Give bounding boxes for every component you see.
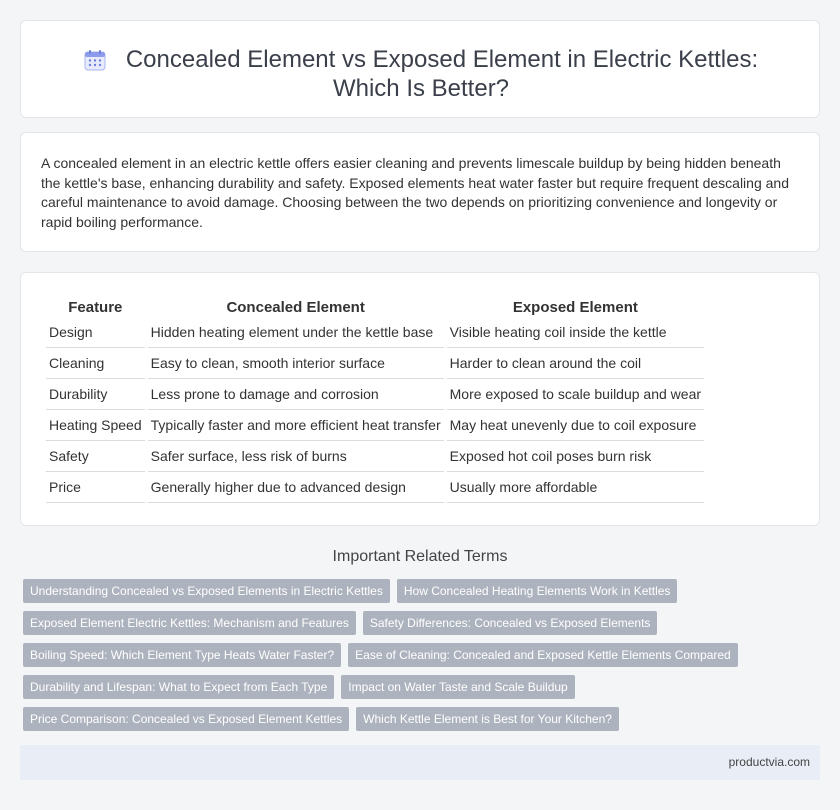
tag-row	[23, 643, 823, 667]
table-cell: Visible heating coil inside the kettle	[447, 317, 704, 348]
related-terms-list	[23, 579, 823, 739]
table-header-row	[46, 295, 704, 317]
related-term-link[interactable]: Exposed Element Electric Kettles: Mechanism and Features	[23, 611, 356, 635]
related-term-link[interactable]: Ease of Cleaning: Concealed and Exposed Kettle Elements Compared	[348, 643, 738, 667]
tag-row	[23, 707, 823, 731]
column-header-feature: Feature	[68, 298, 123, 316]
related-term-link[interactable]: How Concealed Heating Elements Work in Kettles	[397, 579, 678, 603]
table-row	[46, 472, 704, 503]
tag-row	[23, 675, 823, 699]
comparison-card	[20, 272, 820, 526]
page-title-wrap	[21, 45, 821, 103]
table-cell: Typically faster and more efficient heat transfer	[148, 410, 444, 441]
table-cell: Harder to clean around the coil	[447, 348, 704, 379]
related-term-link[interactable]: Price Comparison: Concealed vs Exposed Element Kettles	[23, 707, 349, 731]
tag-row	[23, 611, 823, 635]
related-term-link[interactable]: Safety Differences: Concealed vs Exposed Elements	[363, 611, 658, 635]
table-cell: Less prone to damage and corrosion	[148, 379, 444, 410]
table-cell: Price	[46, 472, 145, 503]
page-title: Concealed Element vs Exposed Element in Electric Kettles: Which Is Better?	[125, 46, 759, 102]
related-term-link[interactable]: Durability and Lifespan: What to Expect from Each Type	[23, 675, 334, 699]
comparison-table	[43, 295, 707, 503]
related-term-link[interactable]: Impact on Water Taste and Scale Buildup	[341, 675, 574, 699]
table-cell: Design	[46, 317, 145, 348]
related-term-link[interactable]: Boiling Speed: Which Element Type Heats Water Faster?	[23, 643, 341, 667]
table-cell: Easy to clean, smooth interior surface	[148, 348, 444, 379]
table-row	[46, 441, 704, 472]
intro-paragraph: A concealed element in an electric kettle offers easier cleaning and prevents limescale buildup by being hidden beneath the kettle's base, enhancing durability and safety. Exposed elements heat water faster but require frequent descaling and careful maintenance to avoid damage. Choosing between the two depends on prioritizing convenience and longevity or rapid boiling performance.	[41, 155, 789, 230]
table-row	[46, 317, 704, 348]
table-cell: Generally higher due to advanced design	[148, 472, 444, 503]
table-cell: Hidden heating element under the kettle base	[148, 317, 444, 348]
table-cell: Safer surface, less risk of burns	[148, 441, 444, 472]
related-terms-heading: Important Related Terms	[332, 548, 508, 565]
table-row	[46, 379, 704, 410]
table-cell: Safety	[46, 441, 145, 472]
column-header-exposed: Exposed Element	[512, 298, 638, 316]
column-header-concealed: Concealed Element	[226, 298, 365, 316]
calendar-icon	[84, 49, 106, 71]
table-cell: More exposed to scale buildup and wear	[447, 379, 704, 410]
table-cell: May heat unevenly due to coil exposure	[447, 410, 704, 441]
table-row	[46, 410, 704, 441]
header-card	[20, 20, 820, 118]
tag-row	[23, 579, 823, 603]
table-row	[46, 348, 704, 379]
table-cell: Cleaning	[46, 348, 145, 379]
table-cell: Durability	[46, 379, 145, 410]
intro-card	[20, 132, 820, 252]
site-link[interactable]: productvia.com	[728, 755, 810, 769]
related-term-link[interactable]: Understanding Concealed vs Exposed Elements in Electric Kettles	[23, 579, 390, 603]
related-term-link[interactable]: Which Kettle Element is Best for Your Kitchen?	[356, 707, 619, 731]
table-cell: Usually more affordable	[447, 472, 704, 503]
footer-bar	[20, 745, 820, 780]
table-cell: Heating Speed	[46, 410, 145, 441]
table-cell: Exposed hot coil poses burn risk	[447, 441, 704, 472]
